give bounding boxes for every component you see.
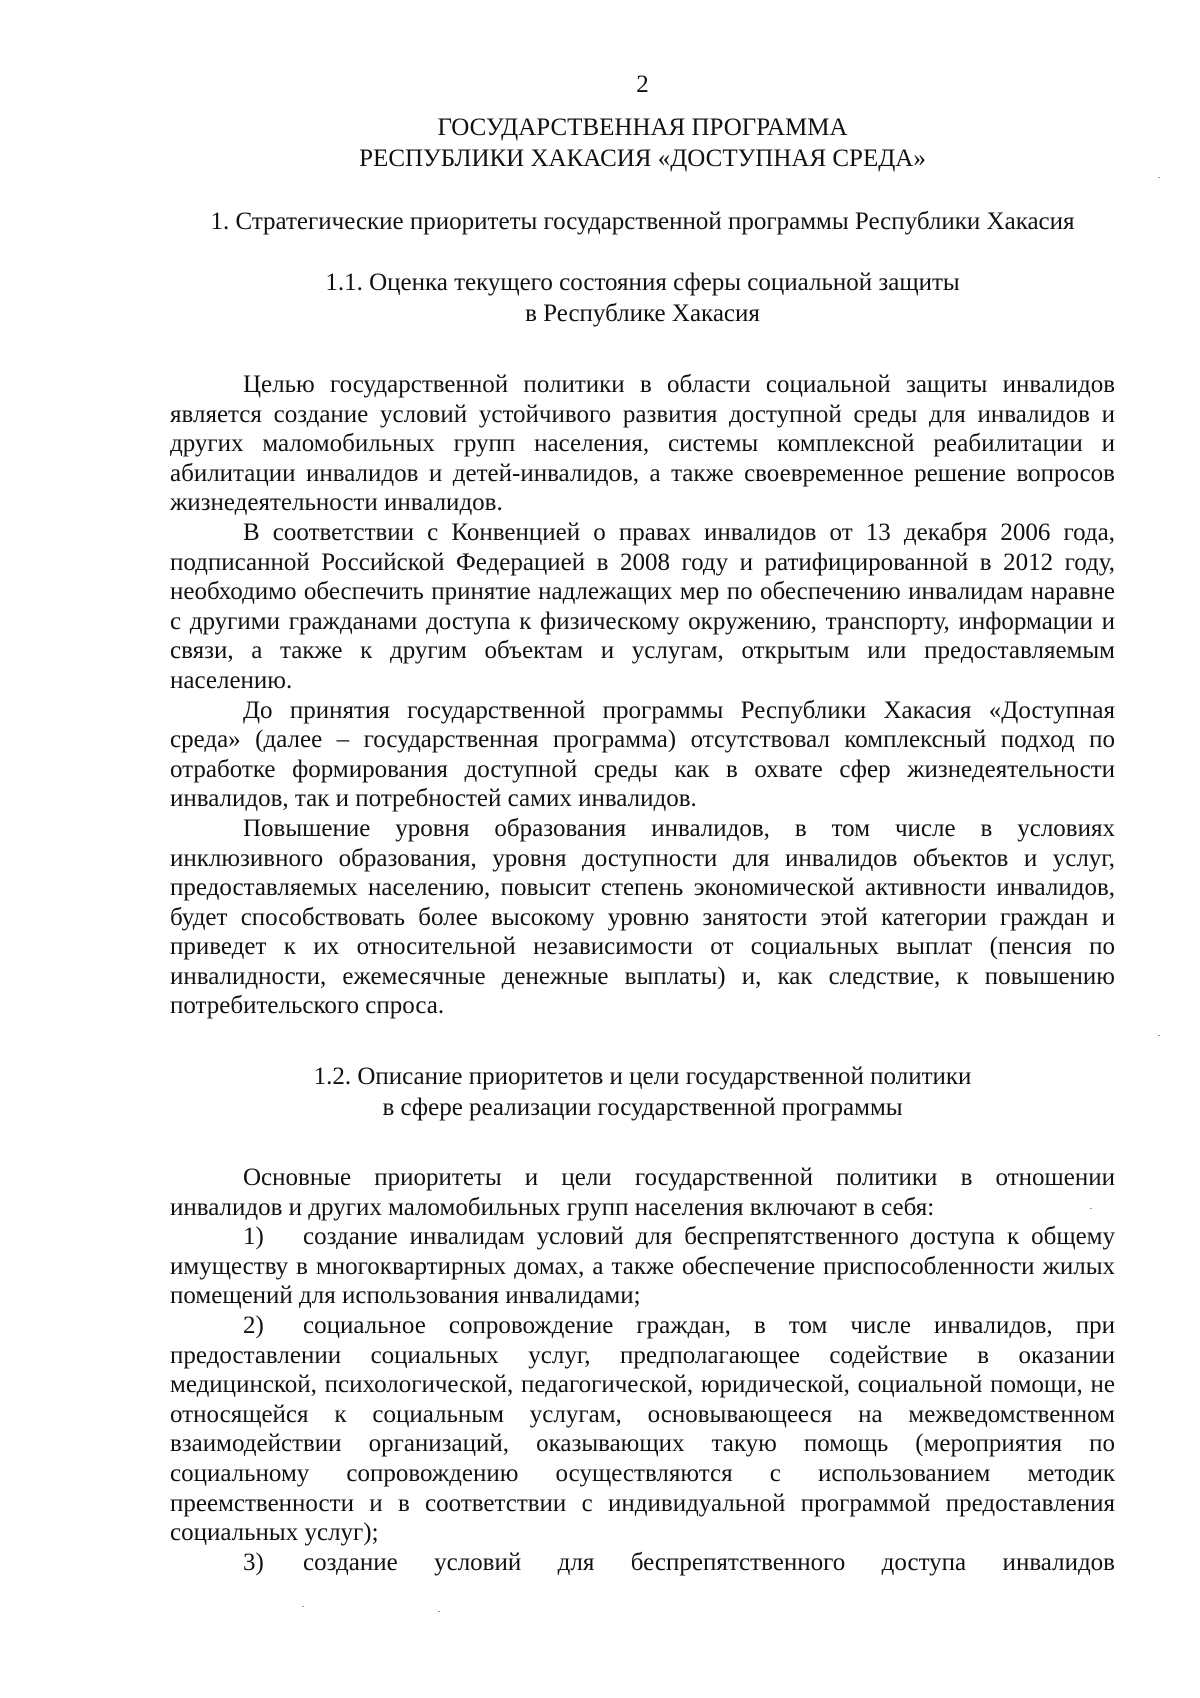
section-1-1-heading-line-1: 1.1. Оценка текущего состояния сферы социальной защиты — [325, 269, 960, 296]
list-item-number: 3) — [243, 1548, 264, 1576]
document-page — [170, 70, 1115, 1577]
list-item — [170, 1548, 1115, 1578]
document-title — [170, 112, 1115, 174]
section-1-heading: 1. Стратегические приоритеты государственной программы Республики Хакасия — [210, 208, 1075, 235]
list-item-number: 1) — [243, 1223, 264, 1251]
section-1-2-heading-line-1: 1.2. Описание приоритетов и цели государственной политики — [313, 1063, 972, 1091]
list-item-text: создание условий для беспрепятственного доступа инвалидов — [303, 1548, 1115, 1576]
section-1-2-heading-line-2: в сфере реализации государственной программы — [382, 1094, 903, 1122]
section-1-1-heading-line-2: в Республике Хакасия — [525, 300, 760, 327]
list-item — [170, 1222, 1115, 1311]
scan-speck — [1090, 1208, 1092, 1209]
paragraph: Основные приоритеты и цели государственной политики в отношении инвалидов и других маломобильных групп населения включают в себя: — [170, 1164, 1115, 1221]
paragraph: Повышение уровня образования инвалидов, в том числе в условиях инклюзивного образования, уровня доступности для инвалидов объектов и услуг, предоставляемых населению, повысит степень экономической активности инвалидов, будет способствовать более высокому уровню занятости этой категории граждан и приведет к их относительной независимости от социальных выплат (пенсия по инвалидности, ежемесячные денежные выплаты) и, как следствие, к повышению потребительского спроса. — [170, 814, 1115, 1020]
scan-speck — [1158, 177, 1160, 178]
section-1-2-heading — [170, 1061, 1115, 1123]
scan-speck — [438, 1611, 440, 1612]
list-item-text: создание инвалидам условий для беспрепятственного доступа к общему имуществу в многоквартирных домах, а также обеспечение приспособленности жилых помещений для использования инвалидами; — [170, 1223, 1115, 1310]
section-1-1-heading — [170, 267, 1115, 329]
scan-speck — [1158, 1035, 1160, 1036]
scan-speck — [302, 1606, 304, 1607]
paragraph: До принятия государственной программы Республики Хакасия «Доступная среда» (далее – государственная программа) отсутствовал комплексный подход по отработке формирования доступной среды как в охвате сфер жизнедеятельности инвалидов, так и потребностей самих инвалидов. — [170, 696, 1115, 813]
section-1-1-body — [170, 370, 1115, 1021]
title-line-2: РЕСПУБЛИКИ ХАКАСИЯ «ДОСТУПНАЯ СРЕДА» — [359, 145, 926, 172]
paragraph: Целью государственной политики в области социальной защиты инвалидов является создание условий устойчивого развития доступной среды для инвалидов и других маломобильных групп населения, системы комплексной реабилитации и абилитации инвалидов и детей-инвалидов, а также своевременное решение вопросов жизнедеятельности инвалидов. — [170, 371, 1115, 517]
page-number: 2 — [636, 71, 649, 98]
list-item-text: социальное сопровождение граждан, в том числе инвалидов, при предоставлении социальных услуг, предполагающее содействие в оказании медицинской, психологической, педагогической, юридической, социальной помощи, не относящейся к социальным услугам, основывающееся на межведомственном взаимодействии организаций, оказывающих такую помощь (мероприятия по социальному сопровождению осуществляются с использованием методик преемственности и в соответствии с индивидуальной программой предоставления социальных услуг); — [170, 1312, 1115, 1547]
list-item — [170, 1311, 1115, 1548]
title-line-1: ГОСУДАРСТВЕННАЯ ПРОГРАММА — [437, 114, 848, 141]
list-item-number: 2) — [243, 1312, 264, 1340]
section-1-2-body — [170, 1163, 1115, 1577]
paragraph: В соответствии с Конвенцией о правах инвалидов от 13 декабря 2006 года, подписанной Российской Федерацией в 2008 году и ратифицированной в 2012 году, необходимо обеспечить принятие надлежащих мер по обеспечению инвалидам наравне с другими гражданами доступа к физическому окружению, транспорту, информации и связи, а также к другим объектам и услугам, открытым или предоставляемым населению. — [170, 518, 1115, 694]
